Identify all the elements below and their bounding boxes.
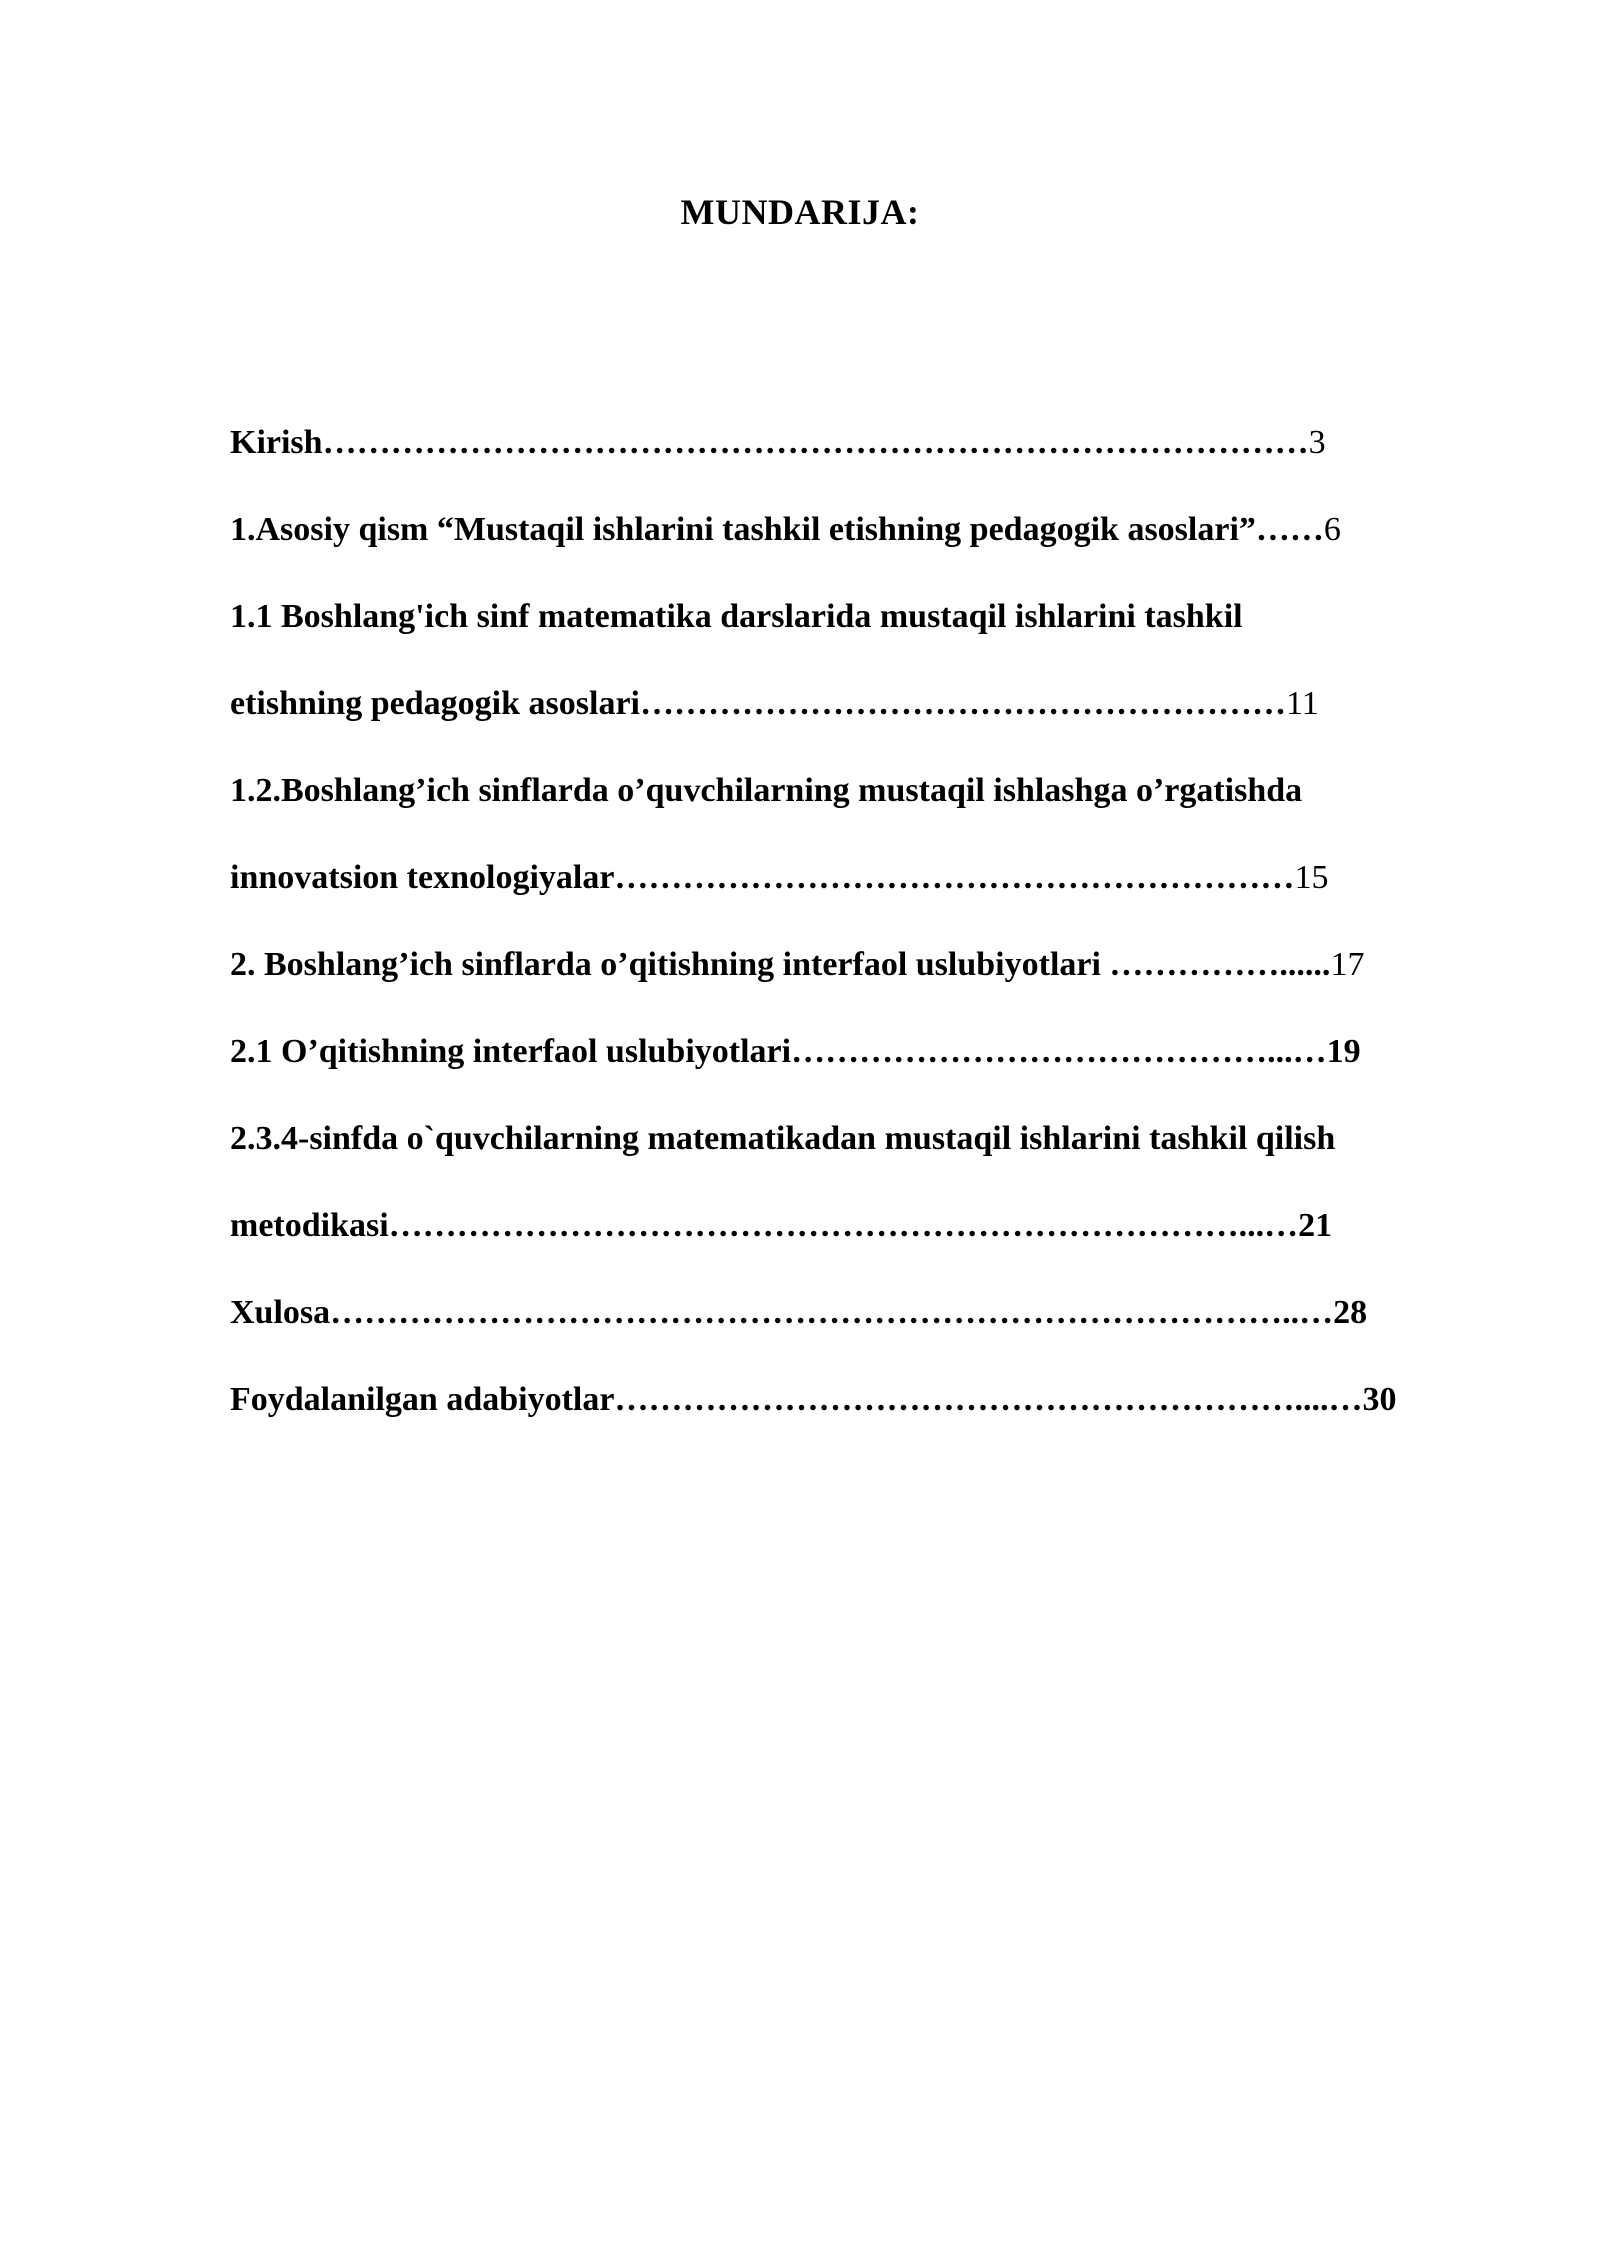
toc-entry-text: etishning pedagogik asoslari………………………………………………… (230, 685, 1286, 722)
toc-entry-page: 17 (1330, 946, 1365, 983)
toc-entry-page: 15 (1294, 859, 1329, 896)
toc-entry-1-1-line-1 (230, 589, 1530, 676)
toc-entry-text: Foydalanilgan adabiyotlar……………………………………………………....…30 (230, 1381, 1397, 1418)
toc-entry-2-1 (230, 1024, 1530, 1111)
toc-entry-text: Kirish…………………………………………………………………………… (230, 424, 1309, 461)
toc-entry-text: innovatsion texnologiyalar…………………………………………………… (230, 859, 1295, 896)
toc-entry-text: 2. Boshlang’ich sinflarda o’qitishning interfaol uslubiyotlari ……………...... (230, 946, 1331, 983)
toc-entry-text: 1.Asosiy qism “Mustaqil ishlarini tashkil etishning pedagogik asoslari”…… (230, 511, 1324, 548)
toc-entry-asosiy-qism (230, 502, 1530, 589)
toc-entry-2-3-line-2 (230, 1198, 1530, 1285)
toc-entry-xulosa (230, 1285, 1530, 1372)
toc-entry-page: 3 (1308, 424, 1326, 461)
page-title: MUNDARIJA: (680, 192, 920, 232)
toc-entry-text: 2.1 O’qitishning interfaol uslubiyotlari……………………………………...…19 (230, 1033, 1361, 1070)
toc-entry-text: 2.3.4-sinfda o`quvchilarning matematikadan mustaqil ishlarini tashkil qilish (230, 1120, 1336, 1157)
toc-entry-text: 1.1 Boshlang'ich sinf matematika darslarida mustaqil ishlarini tashkil (230, 598, 1243, 635)
toc-entry-2-3-line-1 (230, 1111, 1530, 1198)
toc-entry-1-2-line-1 (230, 763, 1530, 850)
toc-entry-adabiyotlar (230, 1372, 1530, 1459)
table-of-contents (230, 415, 1530, 1459)
toc-entry-text: metodikasi…………………………………………………………………...…21 (230, 1207, 1333, 1244)
toc-entry-page: 6 (1323, 511, 1341, 548)
toc-entry-text: 1.2.Boshlang’ich sinflarda o’quvchilarning mustaqil ishlashga o’rgatishda (230, 772, 1303, 809)
toc-entry-2 (230, 937, 1530, 1024)
toc-entry-1-1-line-2 (230, 676, 1530, 763)
toc-entry-kirish (230, 415, 1530, 502)
toc-entry-1-2-line-2 (230, 850, 1530, 937)
toc-entry-page: 11 (1285, 685, 1319, 722)
toc-entry-text: Xulosa…………………………………………………………………………..…28 (230, 1294, 1368, 1331)
